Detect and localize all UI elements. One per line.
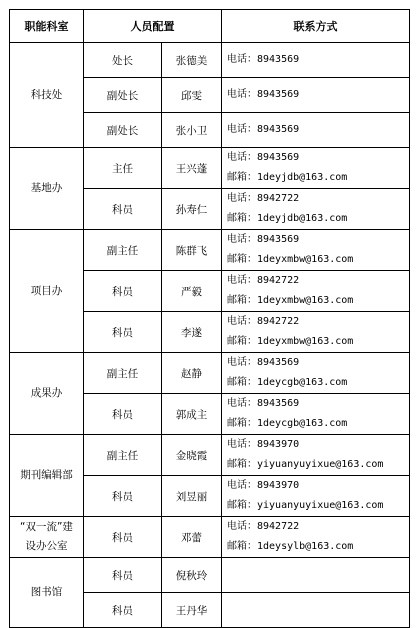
table-row bbox=[10, 43, 410, 78]
position-cell: 副主任 bbox=[84, 230, 162, 271]
phone-text: 电话：8943569 bbox=[227, 89, 300, 100]
name-cell: 刘昱丽 bbox=[162, 476, 222, 517]
phone-text: 电话：8942722 bbox=[227, 275, 300, 286]
phone-text: 电话：8943970 bbox=[227, 439, 300, 450]
contact-cell bbox=[222, 271, 410, 312]
dept-cell: 项目办 bbox=[10, 230, 84, 353]
email-text: 邮箱：1deycgb@163.com bbox=[227, 418, 348, 429]
contact-cell bbox=[222, 353, 410, 394]
name-cell: 金晓霞 bbox=[162, 435, 222, 476]
header-dept: 职能科室 bbox=[10, 10, 84, 43]
contact-cell bbox=[222, 476, 410, 517]
position-cell: 科员 bbox=[84, 394, 162, 435]
position-cell: 副处长 bbox=[84, 113, 162, 148]
email-text: 邮箱：1deyjdb@163.com bbox=[227, 213, 348, 224]
contact-cell bbox=[222, 113, 410, 148]
contact-cell bbox=[222, 189, 410, 230]
position-cell: 科员 bbox=[84, 271, 162, 312]
name-cell: 严毅 bbox=[162, 271, 222, 312]
phone-text: 电话：8943569 bbox=[227, 398, 300, 409]
phone-text: 电话：8942722 bbox=[227, 193, 300, 204]
contact-cell bbox=[222, 394, 410, 435]
name-cell: 陈群飞 bbox=[162, 230, 222, 271]
header-row bbox=[10, 10, 410, 43]
dept-cell: 期刊编辑部 bbox=[10, 435, 84, 517]
contact-cell bbox=[222, 43, 410, 78]
dept-cell: 成果办 bbox=[10, 353, 84, 435]
name-cell: 王兴蓬 bbox=[162, 148, 222, 189]
phone-text: 电话：8943569 bbox=[227, 357, 300, 368]
contact-cell bbox=[222, 230, 410, 271]
table-row bbox=[10, 148, 410, 189]
email-text: 邮箱：yiyuanyuyixue@163.com bbox=[227, 459, 384, 470]
email-text: 邮箱：1deyxmbw@163.com bbox=[227, 295, 354, 306]
contact-cell bbox=[222, 312, 410, 353]
name-cell: 李遂 bbox=[162, 312, 222, 353]
email-text: 邮箱：1deyxmbw@163.com bbox=[227, 254, 354, 265]
dept-cell: 科技处 bbox=[10, 43, 84, 148]
contact-cell bbox=[222, 517, 410, 558]
position-cell: 科员 bbox=[84, 593, 162, 628]
phone-text: 电话：8942722 bbox=[227, 521, 300, 532]
name-cell: 郭成主 bbox=[162, 394, 222, 435]
name-cell: 孙寿仁 bbox=[162, 189, 222, 230]
name-cell: 邱雯 bbox=[162, 78, 222, 113]
table-row bbox=[10, 517, 410, 558]
phone-text: 电话：8943569 bbox=[227, 124, 300, 135]
position-cell: 副主任 bbox=[84, 435, 162, 476]
table-row bbox=[10, 435, 410, 476]
name-cell: 邓蕾 bbox=[162, 517, 222, 558]
email-text: 邮箱：yiyuanyuyixue@163.com bbox=[227, 500, 384, 511]
dept-cell: 基地办 bbox=[10, 148, 84, 230]
dept-cell: 图书馆 bbox=[10, 558, 84, 628]
name-cell: 张小卫 bbox=[162, 113, 222, 148]
phone-text: 电话：8942722 bbox=[227, 316, 300, 327]
contact-cell bbox=[222, 435, 410, 476]
name-cell: 张德美 bbox=[162, 43, 222, 78]
contact-cell bbox=[222, 148, 410, 189]
name-cell: 倪秋玲 bbox=[162, 558, 222, 593]
phone-text: 电话：8943569 bbox=[227, 54, 300, 65]
contact-table bbox=[9, 9, 410, 628]
position-cell: 副主任 bbox=[84, 353, 162, 394]
header-staff: 人员配置 bbox=[84, 10, 222, 43]
table-row bbox=[10, 558, 410, 593]
email-text: 邮箱：1deyxmbw@163.com bbox=[227, 336, 354, 347]
table-row bbox=[10, 230, 410, 271]
contact-cell bbox=[222, 593, 410, 628]
position-cell: 科员 bbox=[84, 189, 162, 230]
position-cell: 科员 bbox=[84, 312, 162, 353]
table-row bbox=[10, 353, 410, 394]
header-contact: 联系方式 bbox=[222, 10, 410, 43]
email-text: 邮箱：1deycgb@163.com bbox=[227, 377, 348, 388]
position-cell: 处长 bbox=[84, 43, 162, 78]
contact-cell bbox=[222, 78, 410, 113]
position-cell: 科员 bbox=[84, 558, 162, 593]
phone-text: 电话：8943569 bbox=[227, 152, 300, 163]
name-cell: 赵静 bbox=[162, 353, 222, 394]
position-cell: 主任 bbox=[84, 148, 162, 189]
dept-cell: “双一流”建设办公室 bbox=[10, 517, 84, 558]
email-text: 邮箱：1deyjdb@163.com bbox=[227, 172, 348, 183]
name-cell: 王丹华 bbox=[162, 593, 222, 628]
position-cell: 科员 bbox=[84, 517, 162, 558]
position-cell: 科员 bbox=[84, 476, 162, 517]
position-cell: 副处长 bbox=[84, 78, 162, 113]
phone-text: 电话：8943569 bbox=[227, 234, 300, 245]
email-text: 邮箱：1deysylb@163.com bbox=[227, 541, 354, 552]
contact-cell bbox=[222, 558, 410, 593]
phone-text: 电话：8943970 bbox=[227, 480, 300, 491]
